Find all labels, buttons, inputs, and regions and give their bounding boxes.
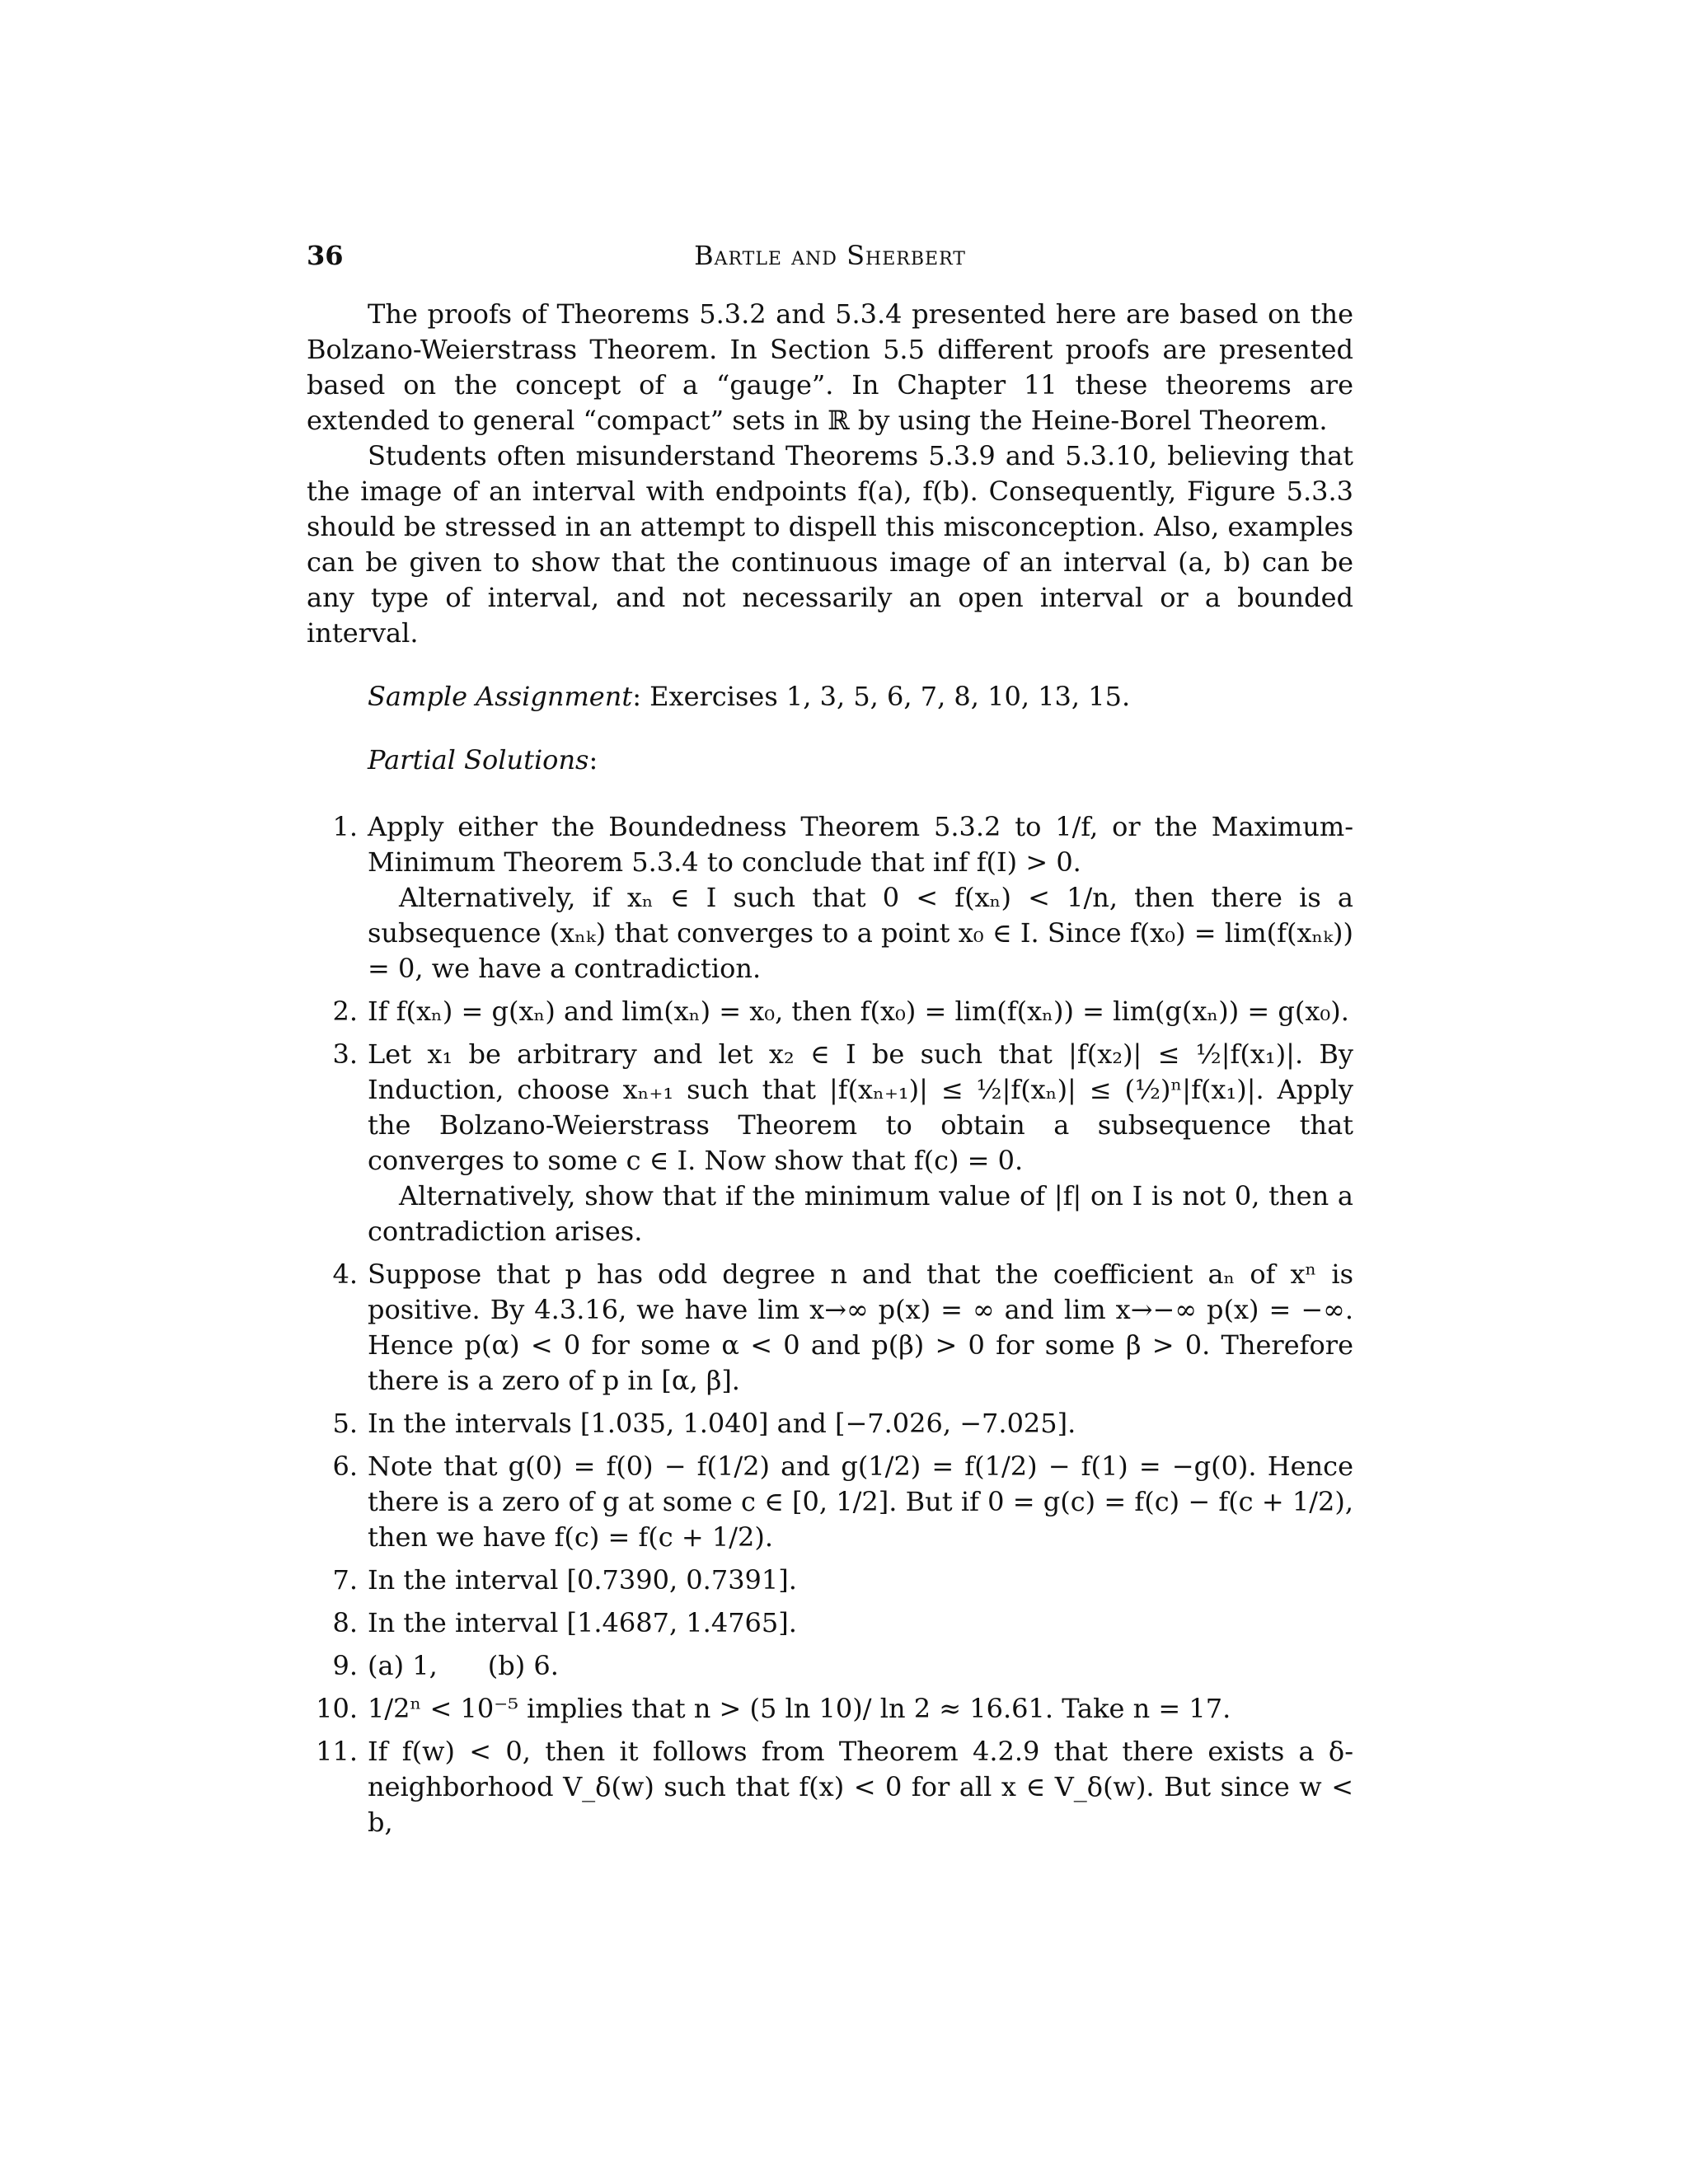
solutions-list: [307, 809, 1353, 1840]
solution-number: 5.: [332, 1408, 358, 1439]
solution-item: [307, 1734, 1353, 1840]
solution-text: Let x₁ be arbitrary and let x₂ ∈ I be such that |f(x₂)| ≤ ½|f(x₁)|. By Induction, choose xₙ₊₁ such that |f(xₙ₊₁)| ≤ ½|f(xₙ)| ≤ (½)ⁿ|f(x₁)|. Apply the Bolzano-Weierstrass Theorem to obtain a subsequence that converges to some c ∈ I. Now show that f(c) = 0.: [368, 1038, 1353, 1176]
solution-number: 7.: [332, 1564, 358, 1596]
solution-item: [307, 1691, 1353, 1727]
sample-assignment: [307, 679, 1353, 715]
page-number: 36: [307, 240, 344, 271]
solution-item: [307, 1037, 1353, 1249]
solution-item: [307, 1648, 1353, 1684]
solution-number: 3.: [332, 1038, 358, 1070]
solution-number: 11.: [316, 1736, 358, 1767]
sample-assignment-label: Sample Assignment: [368, 681, 633, 712]
partial-solutions-suffix: :: [588, 744, 598, 776]
solution-number: 2.: [332, 996, 358, 1027]
solution-text: If f(w) < 0, then it follows from Theorem 4.2.9 that there exists a δ-neighborhood V_δ(w) such that f(x) < 0 for all x ∈ V_δ(w). But since w < b,: [368, 1736, 1353, 1838]
solution-item: [307, 994, 1353, 1029]
solution-number: 1.: [332, 811, 358, 842]
solution-text: If f(xₙ) = g(xₙ) and lim(xₙ) = x₀, then f(x₀) = lim(f(xₙ)) = lim(g(xₙ)) = g(x₀).: [368, 996, 1349, 1027]
solution-item: [307, 809, 1353, 987]
page-body: [307, 297, 1353, 1848]
sample-assignment-text: : Exercises 1, 3, 5, 6, 7, 8, 10, 13, 15.: [632, 681, 1131, 712]
intro-paragraph-1: The proofs of Theorems 5.3.2 and 5.3.4 presented here are based on the Bolzano-Weierstrass Theorem. In Section 5.5 different proofs are presented based on the concept of a “gauge”. In Chapter 11 these theorems are extended to general “compact” sets in ℝ by using the Heine-Borel Theorem.: [307, 298, 1353, 436]
partial-solutions-heading: [307, 743, 1353, 778]
solution-item: [307, 1563, 1353, 1598]
solution-number: 4.: [332, 1258, 358, 1290]
solution-text: Note that g(0) = f(0) − f(1/2) and g(1/2) = f(1/2) − f(1) = −g(0). Hence there is a zero of g at some c ∈ [0, 1/2]. But if 0 = g(c) = f(c) − f(c + 1/2), then we have f(c) = f(c + 1/2).: [368, 1451, 1353, 1553]
page-header: [307, 236, 1353, 275]
solution-text: Apply either the Boundedness Theorem 5.3.2 to 1/f, or the Maximum-Minimum Theorem 5.3.4 to conclude that inf f(I) > 0.: [368, 811, 1353, 878]
solution-number: 6.: [332, 1451, 358, 1482]
solution-item: [307, 1257, 1353, 1399]
solution-text: 1/2ⁿ < 10⁻⁵ implies that n > (5 ln 10)/ ln 2 ≈ 16.61. Take n = 17.: [368, 1693, 1231, 1724]
solution-item: [307, 1406, 1353, 1441]
solution-item: [307, 1449, 1353, 1555]
solution-text: In the interval [1.4687, 1.4765].: [368, 1607, 797, 1638]
partial-solutions-label: Partial Solutions: [368, 744, 589, 776]
solution-text: (a) 1, (b) 6.: [368, 1650, 559, 1681]
running-head: Bartle and Sherbert: [694, 240, 966, 271]
solution-number: 9.: [332, 1650, 358, 1681]
solution-number: 8.: [332, 1607, 358, 1638]
solution-item: [307, 1605, 1353, 1641]
solution-text: In the intervals [1.035, 1.040] and [−7.026, −7.025].: [368, 1408, 1076, 1439]
intro-paragraph-2: Students often misunderstand Theorems 5.3.9 and 5.3.10, believing that the image of an interval with endpoints f(a), f(b). Consequently, Figure 5.3.3 should be stressed in an attempt to dispell this misconception. Also, examples can be given to show that the continuous image of an interval (a, b) can be any type of interval, and not necessarily an open interval or a bounded interval.: [307, 440, 1353, 649]
solution-subparagraph: Alternatively, show that if the minimum value of |f| on I is not 0, then a contradiction arises.: [368, 1180, 1353, 1247]
solution-text: Suppose that p has odd degree n and that the coefficient aₙ of xⁿ is positive. By 4.3.16, we have lim x→∞ p(x) = ∞ and lim x→−∞ p(x) = −∞. Hence p(α) < 0 for some α < 0 and p(β) > 0 for some β > 0. Therefore there is a zero of p in [α, β].: [368, 1258, 1353, 1396]
solution-text: In the interval [0.7390, 0.7391].: [368, 1564, 797, 1596]
solution-number: 10.: [316, 1693, 358, 1724]
solution-subparagraph: Alternatively, if xₙ ∈ I such that 0 < f(xₙ) < 1/n, then there is a subsequence (xₙₖ) that converges to a point x₀ ∈ I. Since f(x₀) = lim(f(xₙₖ)) = 0, we have a contradiction.: [368, 882, 1353, 984]
